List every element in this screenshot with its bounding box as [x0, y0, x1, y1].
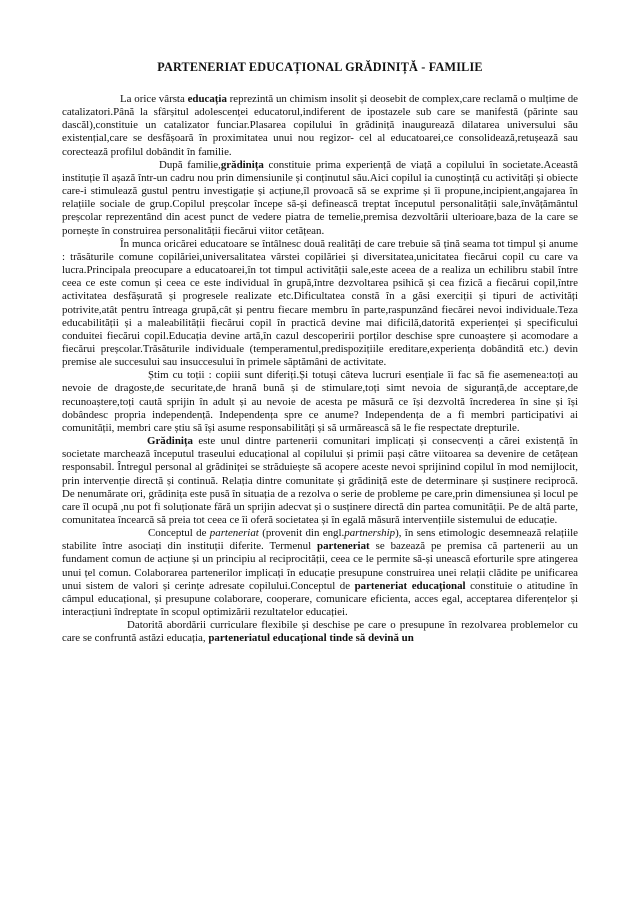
emphasized-text: parteneriat [317, 540, 370, 553]
paragraph [62, 527, 578, 619]
paragraph-text: reprezintă un chimism insolit și deosebit de complex,care reclamă o mulțime de catalizatori.Până la sfârșitul adolescenței educatorul,indiferent de ipostazele sub care se manifestă (părinte sau dascăl),constituie un catalizator funciar.Plasarea copilului în grădiniță inaugurează dilatarea universului său existențial,care se desfășoară în proximitatea unui nou regizor- cel al educatoarei,ce consolidează,retușează sau corectează profilul dobândit în familie. [62, 93, 578, 158]
emphasized-text: Grădinița [147, 435, 193, 448]
emphasized-text: parteneriat educațional [354, 579, 466, 592]
paragraph-text: Știm cu toții : copiii sunt diferiți.Și totuși câteva lucruri esențiale îi fac să fie asemenea:toți au nevoie de dragoste,de securitate,de hrană bună și de stimulare,toți simt nevoia de siguranță,de acceptare,de recunoaștere,toți caută sprijin în adult și au nevoie de acesta pe măsură ce își dezvoltă încrederea în sine și își dobândesc propria independență. Independența spre ce anume? Independența de a fi membri participativi ai comunității, membri care știu să își asume responsabilități și să urmărească să le fie respectate drepturile. [62, 369, 578, 434]
emphasized-text: parteneriat [209, 527, 259, 540]
document-page [62, 60, 578, 646]
emphasized-text: educația [187, 93, 227, 105]
paragraph-text: În munca oricărei educatoare se întâlnesc două realități de care trebuie să țină seama tot timpul și anume : trăsăturile comune copilăriei,universalitatea vârstei copilăriei și diversitatea,unicitatea fiecărui copil cu care va lucra.Principala preocupare a educatoarei,în tot timpul activității sale,este aceea de a realiza un echilibru stabil între ceea ce este comun și ceea ce este individual în grupă,între dezvoltarea psihică și cea fizică a fiecărui copil,între activitatea desfășurată și progresele realizate etc.Dificultatea constă în a găsi exerciții și tipuri de activități potrivite,atât pentru întreaga grupă,cât și pentru fiecare membru în parte,raspunzând fiecărei nevoi individuale.Teza educabilității și a maleabilității fiecărui copil în practică devine mai dificilă,datorită experienței și specificului conduitei fiecărui copil.Educația devine artă,în cazul descoperirii porților deschise spre cunoaștere și acomodare a fiecărui preșcolar.Trăsăturile individuale (temperamentul,predispozițiile ereditare,experiența dobândită etc.) devin premise ale succesului sau insuccesului în primele săptămâni de activitate. [62, 237, 578, 369]
document-body [62, 93, 578, 646]
paragraph-text: (provenit din engl. [258, 527, 345, 540]
emphasized-text: grădinița [220, 158, 264, 171]
paragraph [62, 369, 578, 435]
paragraph-text: După familie, [159, 158, 221, 171]
paragraph-text: Datorită abordării curriculare flexibile și deschise pe care o presupune în rezolvarea problemelor cu care se confruntă astăzi educația, [62, 619, 578, 645]
document-title: PARTENERIAT EDUCAȚIONAL GRĂDINIȚĂ - FAMILIE [157, 60, 483, 74]
emphasized-text: parteneriatul educațional tinde să devină un [208, 632, 414, 645]
paragraph [62, 619, 578, 645]
paragraph [62, 238, 578, 370]
paragraph [62, 159, 578, 238]
paragraph [62, 435, 578, 527]
emphasized-text: partnership [344, 527, 396, 540]
paragraph-text: Conceptul de [148, 527, 210, 540]
paragraph-text: este unul dintre partenerii comunitari implicați și consecvenți a cărei existență în societate marchează începutul traseului educațional al copilului și primii pași către viitoarea sa devenire de cetățean responsabil. Întregul personal al grădiniței se străduiește să acopere aceste nevoi sprijinind copilul în mod nemijlocit, prin intervenție directă și continuă. Relația dintre comunitate și grădiniță este de determinare și susținere reciprocă. De nenumărate ori, grădinița este pusă în situația de a rezolva o serie de probleme pe care,prin dimensiunea și locul pe care îl ocupă ,nu pot fi soluționate fără un sprijin adecvat și o susținere directă din partea comunității. Pe de altă parte, comunitatea încearcă să preia tot ceea ce îi oferă societatea și în egală măsură intervențiile sistemului de educație. [62, 435, 578, 526]
paragraph-text: ), în sens etimologic desemnează relațiile stabilite între asociați din instituții diferite. Termenul [62, 527, 578, 553]
paragraph-text: La orice vârsta [120, 93, 188, 105]
paragraph-text: constituie prima experiență de viață a copilului în societate.Această instituție îl așază într-un cadru nou prin dimensiunile și conținutul său.Aici copilul ia cunoștință cu activități și obiecte care-i stimulează gustul pentru investigație și acțiune,îl provoacă să se exprime și îi propune,incipient,angajarea în relațiile sociale de grup.Copilul preșcolar începe să-și definească treptat începutul personalității sale,învățământul preșcolar reprezentând din acest punct de vedere piatra de temelie,premisa dezvoltării ulterioare,baza de la care se pornește în construirea personalității fiecărui viitor cetățean. [62, 158, 578, 237]
paragraph [62, 93, 578, 159]
paragraph-text: se bazează pe premisa că partenerii au un fundament comun de acțiune și un principiu al reciprocității, ceea ce le permite să-și unească eforturile spre atingerea unui țel comun. Colaborarea partenerilor implicați în educație presupune construirea unei relații clădite pe unificarea unui sistem de valori și cerințe adresate copilului.Conceptul de [62, 540, 578, 592]
paragraph-text: constituie o atitudine în câmpul educațional, și presupune colaborare, cooperare, comunicare eficienta, acces egal, acceptarea diferențelor și interacțiuni îndreptate în scopul optimizării rezultatelor educației. [62, 579, 578, 619]
